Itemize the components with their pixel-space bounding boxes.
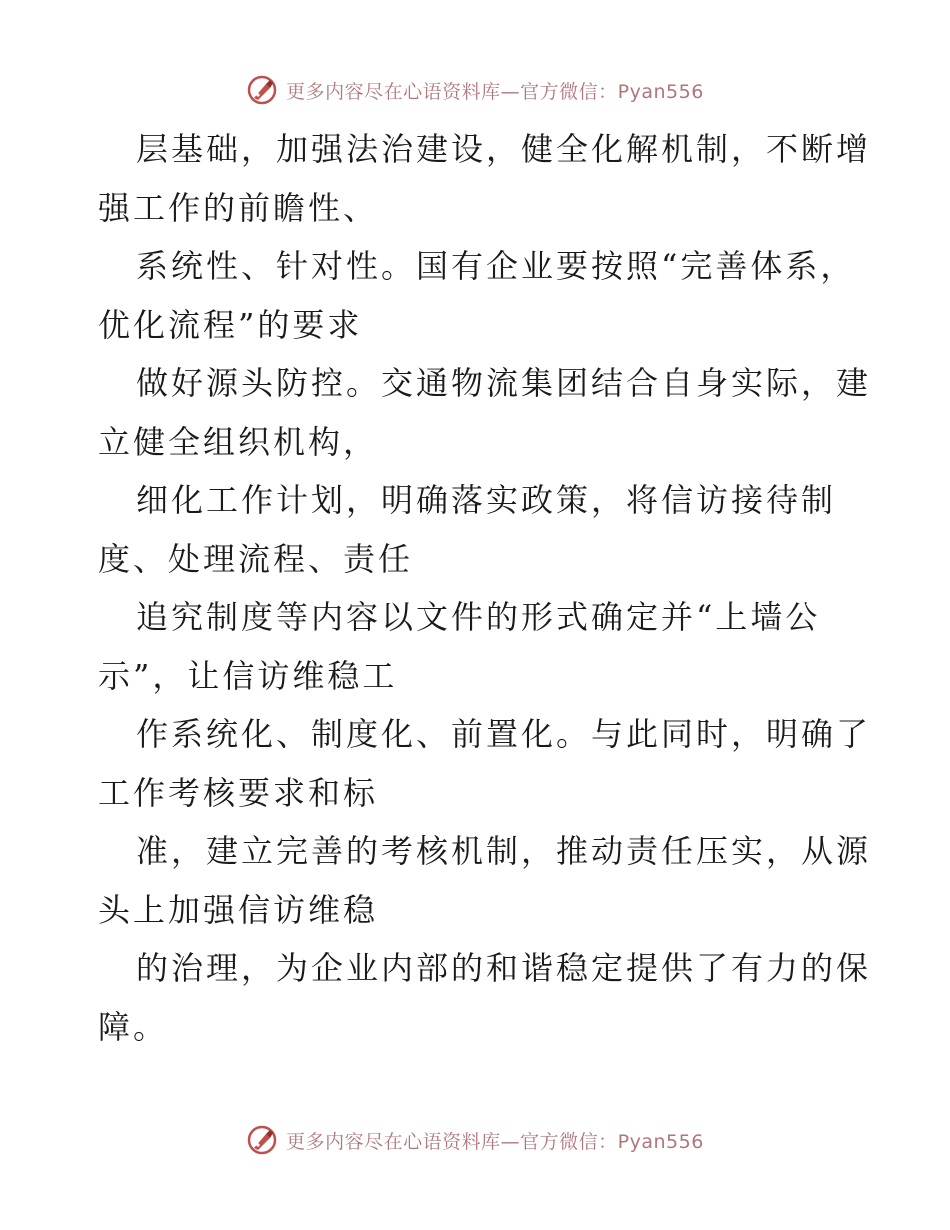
header-watermark-text: 更多内容尽在心语资料库—官方微信：Pyan556	[286, 80, 704, 103]
text-line: 优化流程”的要求	[98, 305, 363, 344]
text-line: 准，建立完善的考核机制，推动责任压实，从源	[136, 832, 872, 870]
text-line: 头上加强信访维稳	[98, 890, 379, 929]
text-line: 作系统化、制度化、前置化。与此同时，明确了	[136, 715, 872, 753]
pen-nib-logo-icon	[246, 74, 278, 106]
document-body	[98, 120, 872, 1056]
text-line: 障。	[98, 1007, 169, 1046]
text-line: 做好源头防控。交通物流集团结合自身实际，建	[136, 364, 872, 402]
text-line: 追究制度等内容以文件的形式确定并“上墙公	[136, 598, 821, 636]
text-line: 的治理，为企业内部的和谐稳定提供了有力的保	[136, 949, 872, 987]
text-line: 层基础，加强法治建设，健全化解机制，不断增	[136, 130, 872, 168]
header-watermark	[0, 70, 950, 110]
footer-watermark	[0, 1120, 950, 1160]
text-line: 示”，让信访维稳工	[98, 656, 398, 695]
pen-nib-logo-icon	[246, 1124, 278, 1156]
text-line: 度、处理流程、责任	[98, 539, 414, 578]
text-line: 系统性、针对性。国有企业要按照“完善体系，	[136, 247, 856, 285]
footer-watermark-text: 更多内容尽在心语资料库—官方微信：Pyan556	[286, 1130, 704, 1153]
text-line: 细化工作计划，明确落实政策，将信访接待制	[136, 481, 837, 519]
text-line: 工作考核要求和标	[98, 773, 379, 812]
text-line: 强工作的前瞻性、	[98, 188, 379, 227]
text-line: 立健全组织机构，	[98, 422, 379, 461]
